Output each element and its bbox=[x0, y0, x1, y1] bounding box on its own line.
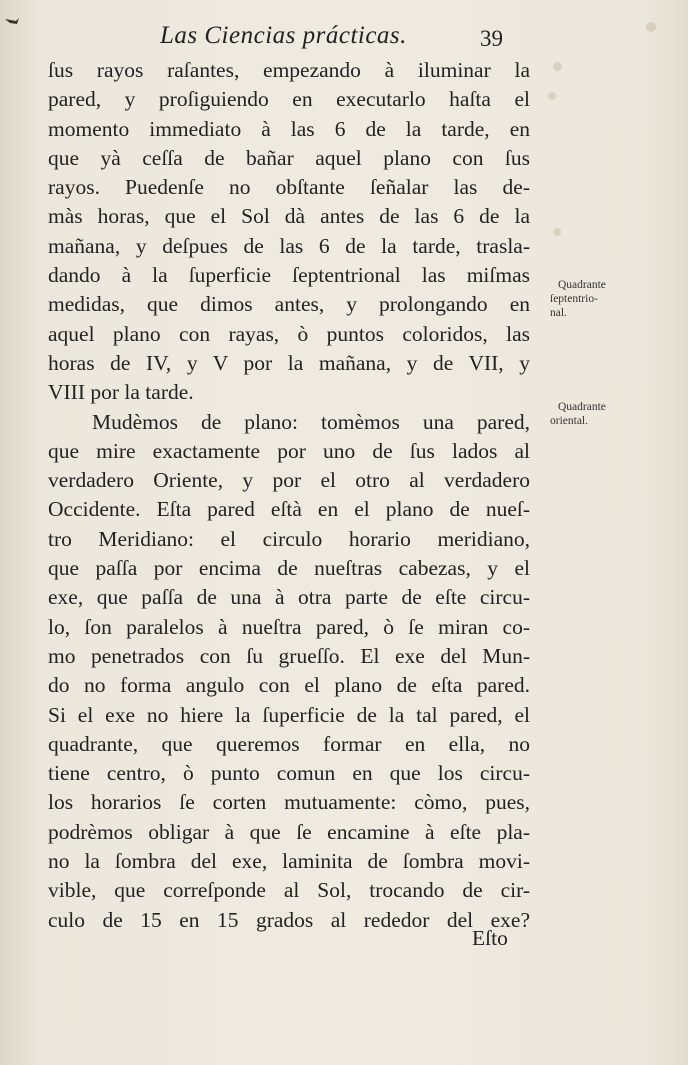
text-line: los horarios ſe corten mutuamente: còmo, pues, bbox=[48, 790, 530, 815]
text-line: culo de 15 en 15 grados al rededor del exe? bbox=[48, 907, 530, 932]
margin-note-oriental bbox=[550, 400, 606, 428]
text-line: dando à la ſuperficie ſeptentrional las miſmas bbox=[48, 263, 530, 288]
text-line: mañana, y deſpues de las 6 de la tarde, trasla- bbox=[48, 233, 530, 258]
text-line: rayos. Puedenſe no obſtante ſeñalar las de- bbox=[48, 175, 530, 200]
paper-stain bbox=[646, 22, 656, 32]
catchword: Eſto bbox=[472, 926, 508, 950]
margin-note-line: Quadrante bbox=[558, 279, 606, 291]
printer-ornament-icon bbox=[4, 16, 20, 28]
text-line: lo, ſon paralelos à nueſtra pared, ò ſe miran co- bbox=[48, 614, 530, 639]
text-line: mo penetrados con ſu grueſſo. El exe del Mun- bbox=[48, 643, 530, 668]
text-line: exe, que paſſa de una à otra parte de eſte circu- bbox=[48, 585, 530, 610]
text-line: no la ſombra del exe, laminita de ſombra movi- bbox=[48, 849, 530, 874]
body-text bbox=[48, 56, 530, 935]
page-number: 39 bbox=[480, 26, 503, 51]
paper-stain bbox=[553, 62, 562, 71]
text-line: Si el exe no hiere la ſuperficie de la tal pared, el bbox=[48, 702, 530, 727]
text-line: Mudèmos de plano: tomèmos una pared, bbox=[92, 409, 530, 434]
text-line: momento immediato à las 6 de la tarde, en bbox=[48, 116, 530, 141]
text-line: tro Meridiano: el circulo horario meridiano, bbox=[48, 526, 530, 551]
text-line: verdadero Oriente, y por el otro al verdadero bbox=[48, 468, 530, 493]
text-line: Occidente. Eſta pared eſtà en el plano de nueſ- bbox=[48, 497, 530, 522]
text-line: pared, y proſiguiendo en executarlo haſta el bbox=[48, 87, 530, 112]
margin-note-line: Quadrante bbox=[558, 401, 606, 413]
text-line: quadrante, que queremos formar en ella, no bbox=[48, 731, 530, 756]
text-line: que mire exactamente por uno de ſus lados al bbox=[48, 438, 530, 463]
running-title: Las Ciencias prácticas. bbox=[160, 22, 407, 49]
text-line: vible, que correſponde al Sol, trocando de cir- bbox=[48, 878, 530, 903]
text-line: horas de IV, y V por la mañana, y de VII, y bbox=[48, 350, 530, 375]
text-line: que yà ceſſa de bañar aquel plano con ſus bbox=[48, 145, 530, 170]
text-line: medidas, que dimos antes, y prolongando en bbox=[48, 292, 530, 317]
margin-note-line: ſeptentrio- bbox=[550, 293, 598, 305]
text-line: ſus rayos raſantes, empezando à iluminar la bbox=[48, 58, 530, 82]
margin-note-line: nal. bbox=[550, 307, 567, 319]
text-line: do no forma angulo con el plano de eſta pared. bbox=[48, 673, 530, 698]
margin-note-septentrional bbox=[550, 278, 606, 320]
paper-stain bbox=[553, 228, 561, 236]
text-line: aquel plano con rayas, ò puntos coloridos, las bbox=[48, 321, 530, 346]
text-line: podrèmos obligar à que ſe encamine à eſte pla- bbox=[48, 819, 530, 844]
text-line: VIII por la tarde. bbox=[48, 380, 194, 405]
paper-stain bbox=[548, 92, 556, 100]
text-line: tiene centro, ò punto comun en que los circu- bbox=[48, 761, 530, 786]
text-line: màs horas, que el Sol dà antes de las 6 de la bbox=[48, 204, 530, 229]
margin-note-line: oriental. bbox=[550, 415, 588, 427]
text-line: que paſſa por encima de nueſtras cabezas, y el bbox=[48, 556, 530, 581]
